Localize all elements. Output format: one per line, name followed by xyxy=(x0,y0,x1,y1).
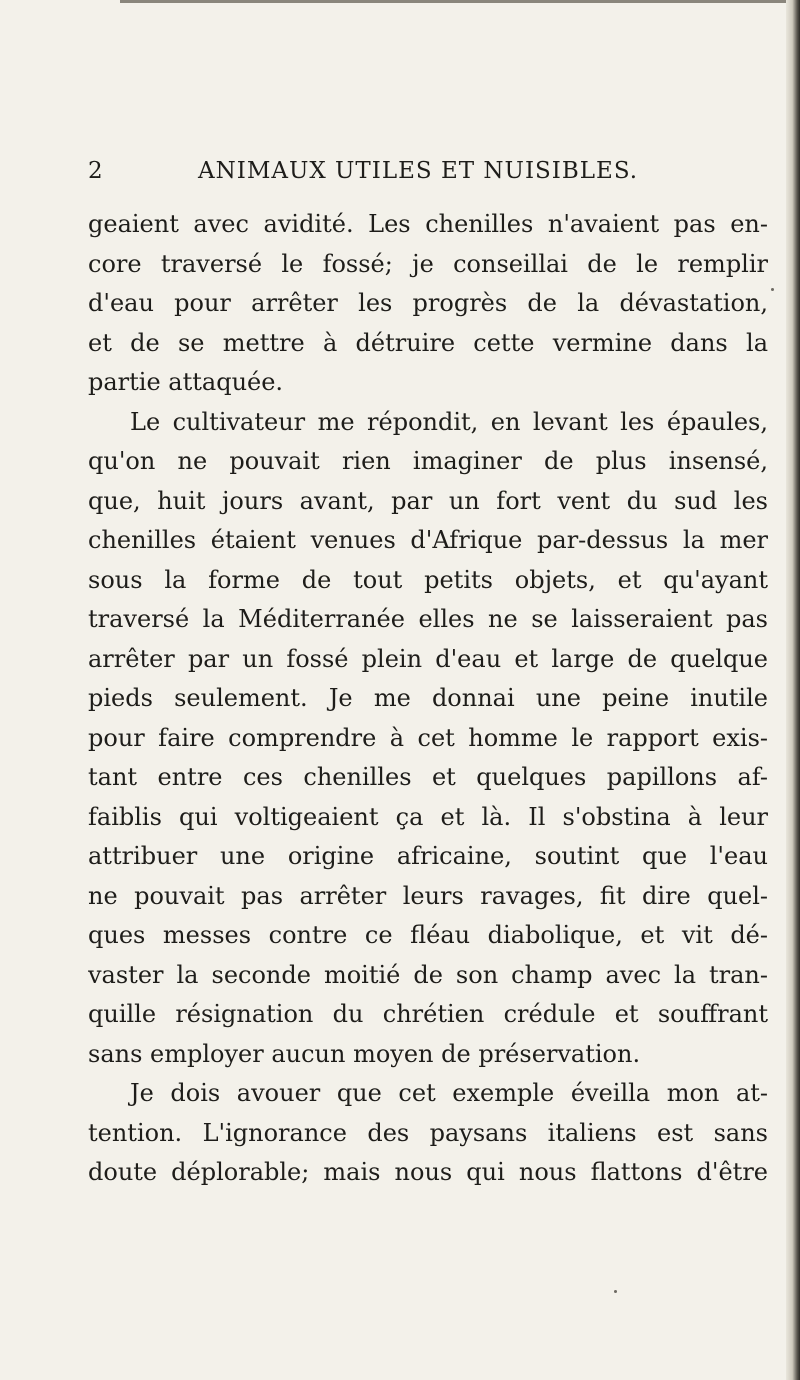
text-line: sous la forme de tout petits objets, et qu'ayant xyxy=(88,565,768,594)
text-line: tention. L'ignorance des paysans italiens est sans xyxy=(88,1118,768,1147)
text-line: faiblis qui voltigeaient ça et là. Il s'obstina à leur xyxy=(88,802,768,831)
body-text xyxy=(88,205,768,1193)
text-line: quille résignation du chrétien crédule et souffrant xyxy=(88,1000,768,1028)
text-line: traversé la Méditerranée elles ne se laisseraient pas xyxy=(88,605,768,633)
text-line: sans employer aucun moyen de préservation. xyxy=(88,1039,641,1068)
page-top-edge xyxy=(120,0,800,3)
text-line: ques messes contre ce fléau diabolique, et vit dé- xyxy=(88,921,768,949)
running-header xyxy=(0,158,800,194)
text-line: doute déplorable; mais nous qui nous flattons d'être xyxy=(88,1158,768,1186)
print-speck xyxy=(771,288,774,291)
text-line: ne pouvait pas arrêter leurs ravages, fit dire quel- xyxy=(88,881,768,910)
text-line: et de se mettre à détruire cette vermine dans la xyxy=(88,328,768,357)
text-line: Je dois avouer que cet exemple éveilla mon at- xyxy=(130,1079,768,1107)
print-speck xyxy=(614,1290,617,1293)
text-line: d'eau pour arrêter les progrès de la dévastation, xyxy=(88,289,768,317)
page-binding-edge xyxy=(786,0,800,1380)
running-title: ANIMAUX UTILES ET NUISIBLES. xyxy=(198,158,639,184)
text-line: core traversé le fossé; je conseillai de le remplir xyxy=(88,249,768,278)
text-line: chenilles étaient venues d'Afrique par-dessus la mer xyxy=(88,526,768,554)
text-line: Le cultivateur me répondit, en levant les épaules, xyxy=(130,407,768,436)
text-line: pour faire comprendre à cet homme le rapport exis- xyxy=(88,723,768,752)
text-line: pieds seulement. Je me donnai une peine inutile xyxy=(88,684,768,712)
text-line: partie attaquée. xyxy=(88,368,284,396)
text-line: qu'on ne pouvait rien imaginer de plus insensé, xyxy=(88,447,768,475)
text-line: vaster la seconde moitié de son champ avec la tran- xyxy=(88,960,768,989)
text-line: attribuer une origine africaine, soutint que l'eau xyxy=(88,842,768,870)
text-line: geaient avec avidité. Les chenilles n'avaient pas en- xyxy=(88,210,768,238)
text-line: tant entre ces chenilles et quelques papillons af- xyxy=(88,763,768,791)
text-line: arrêter par un fossé plein d'eau et large de quelque xyxy=(88,644,768,673)
text-line: que, huit jours avant, par un fort vent du sud les xyxy=(88,486,768,515)
page-number: 2 xyxy=(88,158,104,184)
